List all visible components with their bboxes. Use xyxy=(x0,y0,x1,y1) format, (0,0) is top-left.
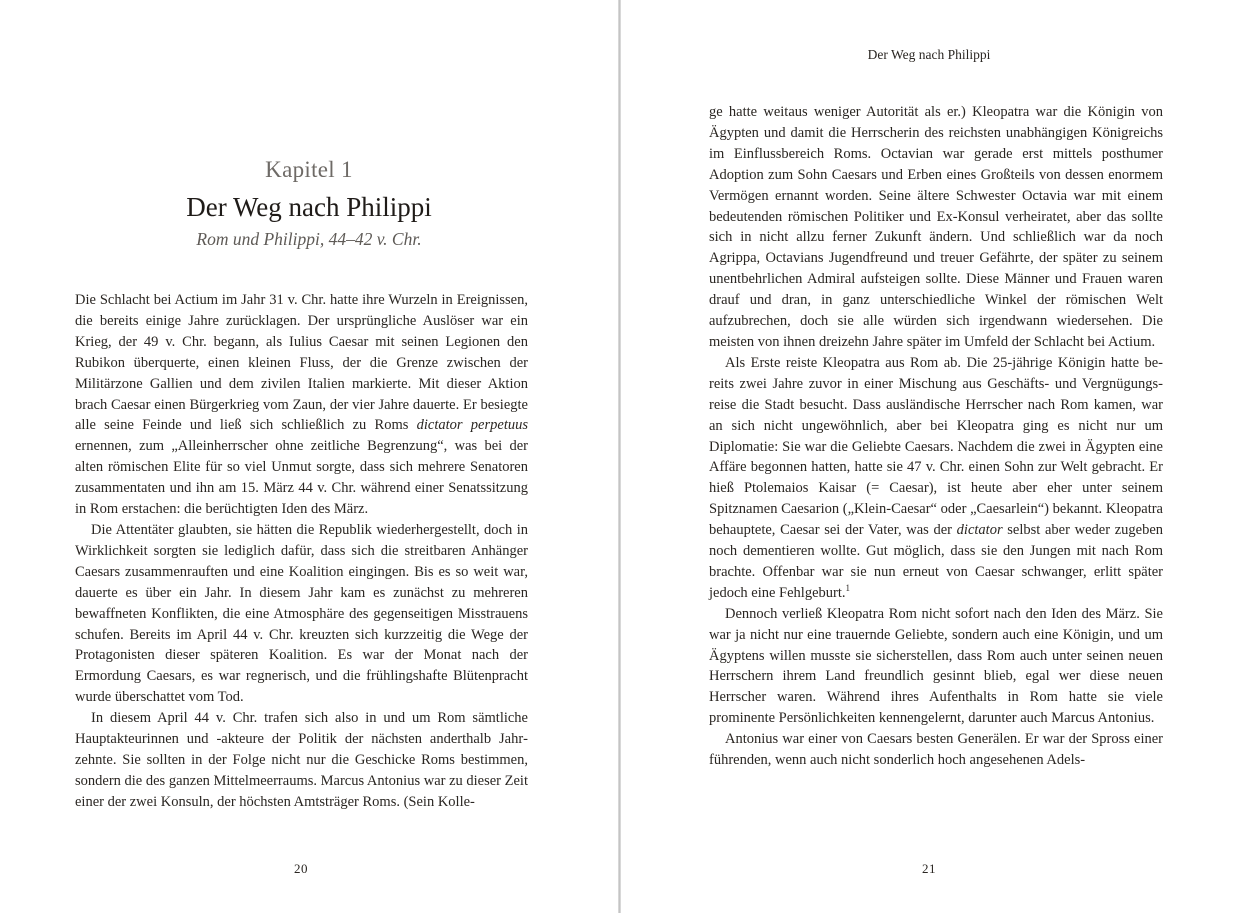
paragraph: ge hatte weitaus weniger Autorität als er.) Kleopatra war die Königin von Ägypten und damit die Herrscherin des reichsten unabhängigen Königreichs im Einflussbereich Roms. Octavian war gerade erst mittels posthumer Adoption zum Sohn Caesars und Erben eines Großteils von dessen enormem Vermögen ernannt worden. Seine ältere Schwester Octavia war mit einem bedeutenden römischen Politiker und Ex-Konsul verheiratet, aber das sollte sich in nicht allzu ferner Zukunft ändern. Und schließlich war da noch Agrippa, Octavians Jugendfreund und treuer Gefährte, der später zu seinem unentbehrlichen Admiral aufsteigen sollte. Diese Männer und Frauen waren drauf und dran, in ganz unterschiedliche Winkel der römischen Welt aufzubrechen, doch sie alle würden sich irgendwann wiedersehen. Die meisten von ihnen dreizehn Jahre später im Umfeld der Schlacht bei Actium. xyxy=(709,104,1163,350)
paragraph xyxy=(709,353,1163,604)
paragraph: Antonius war einer von Caesars besten Generälen. Er war der Spross einer führenden, wenn auch nicht sonderlich hoch angesehenen Adels- xyxy=(709,731,1163,769)
paragraph-text: Als Erste reiste Kleopatra aus Rom ab. Die 25-jährige Königin hatte bereits zwei Jahre zuvor in einer Mischung aus Geschäfts- und Vergnügungsreise die Stadt besucht. Dass ausländische Herrscher nach Rom kamen, war an sich nicht ungewöhnlich, aber bei Kleopatra ging es nicht nur um Diplomatie: Sie war die Geliebte Caesars. Nachdem die zwei in Ägypten eine Affäre begonnen hatten, hatte sie 47 v. Chr. einen Sohn zur Welt gebracht. Er hieß Ptolemaios Kaisar (= Caesar), ist heute aber eher unter seinem Spitznamen Caesarion („Klein-Caesar“ oder „Caesarlein“) bekannt. Kleopatra behauptete, Caesar sei der Vater, was der xyxy=(709,354,1163,539)
right-body-text xyxy=(709,102,1163,771)
emphasis-text: dictator xyxy=(956,522,1003,539)
emphasis-text: dictator perpetuus xyxy=(416,417,528,434)
left-body-text xyxy=(75,290,528,813)
chapter-label: Kapitel 1 xyxy=(265,157,353,182)
page-number: 20 xyxy=(294,861,308,876)
paragraph-text: ernennen, zum „Alleinherrscher ohne zeitliche Begrenzung“, was bei der alten römischen Elite für so viel Unmut sorgte, dass sich mehrere Senatoren zusammentaten und ihn am 15. März 44 v. Chr. während einer Senatssitzung in Rom erstachen: die berüchtigten Iden des März. xyxy=(75,438,528,518)
footnote-marker[interactable]: 1 xyxy=(845,583,850,594)
paragraph-text: Die Schlacht bei Actium im Jahr 31 v. Chr. hatte ihre Wurzeln in Ereignissen, die bereits einige Jahre zurücklagen. Der ursprüngliche Auslöser war ein Krieg, der 49 v. Chr. begann, als Iulius Caesar mit seinen Legionen den Rubikon überquerte, einen kleinen Fluss, der die Grenze zwischen der Militärzone Gallien und dem zivilen Italien markierte. Mit dieser Aktion brach Caesar einen Bürgerkrieg vom Zaun, der vier Jahre dauerte. Er besiegte alle seine Feinde und ließ sich schließlich zu Roms xyxy=(75,292,528,434)
page-number: 21 xyxy=(922,861,936,876)
paragraph: Dennoch verließ Kleopatra Rom nicht sofort nach den Iden des März. Sie war ja nicht nur eine trauernde Geliebte, sondern auch eine Königin, und um Ägyptens willen musste sie sicherstellen, dass Rom auch unter seinen neuen Herrschern ihrem Land freundlich gesinnt blieb, egal wer diese neuen Herrscher waren. Während ihres Aufenthalts in Rom hatte sie viele prominente Persönlichkeiten kennengelernt, darunter auch Marcus Antonius. xyxy=(709,605,1163,727)
right-page xyxy=(621,0,1237,913)
paragraph: Die Attentäter glaubten, sie hätten die Republik wiederhergestellt, doch in Wirklichkeit sorgten sie lediglich dafür, dass sich die streitbaren Anhänger Caesars zusammenrauften und eine Koalition eingingen. Bis es so weit war, dauerte es über ein Jahr. In diesem Jahr kam es zunächst zu mehreren bewaffneten Konflikten, die eine Atmosphäre des gegenseitigen Misstrauens schufen. Bereits im April 44 v. Chr. kreuzten sich kurzzeitig die Wege der Protagonisten dieser späteren Koalition. Es war der Monat nach der Ermordung Caesars, es war regnerisch, und die frühlingshafte Blütenpracht wurde überschattet vom Tod. xyxy=(75,521,528,706)
paragraph-text: selbst aber weder zugeben noch dementieren wollte. Gut möglich, dass sie den Jungen mit nach Rom brachte. Offenbar war sie nun erneut von Caesar schwanger, erlitt später jedoch eine Fehlgeburt. xyxy=(709,522,1164,601)
chapter-subtitle: Rom und Philippi, 44–42 v. Chr. xyxy=(196,229,422,249)
paragraph: In diesem April 44 v. Chr. trafen sich also in und um Rom sämtliche Hauptakteurinnen und -akteure der Politik der nächsten anderthalb Jahrzehnte. Sie sollten in der Folge nicht nur die Geschicke Roms bestimmen, sondern die des ganzen Mittelmeerraums. Marcus Antonius war zu dieser Zeit einer der zwei Konsuln, der höchsten Amtsträger Roms. (Sein Kolle- xyxy=(75,710,528,810)
left-page xyxy=(0,0,618,913)
paragraph xyxy=(75,290,528,520)
running-head: Der Weg nach Philippi xyxy=(867,47,991,62)
chapter-title: Der Weg nach Philippi xyxy=(186,192,432,222)
